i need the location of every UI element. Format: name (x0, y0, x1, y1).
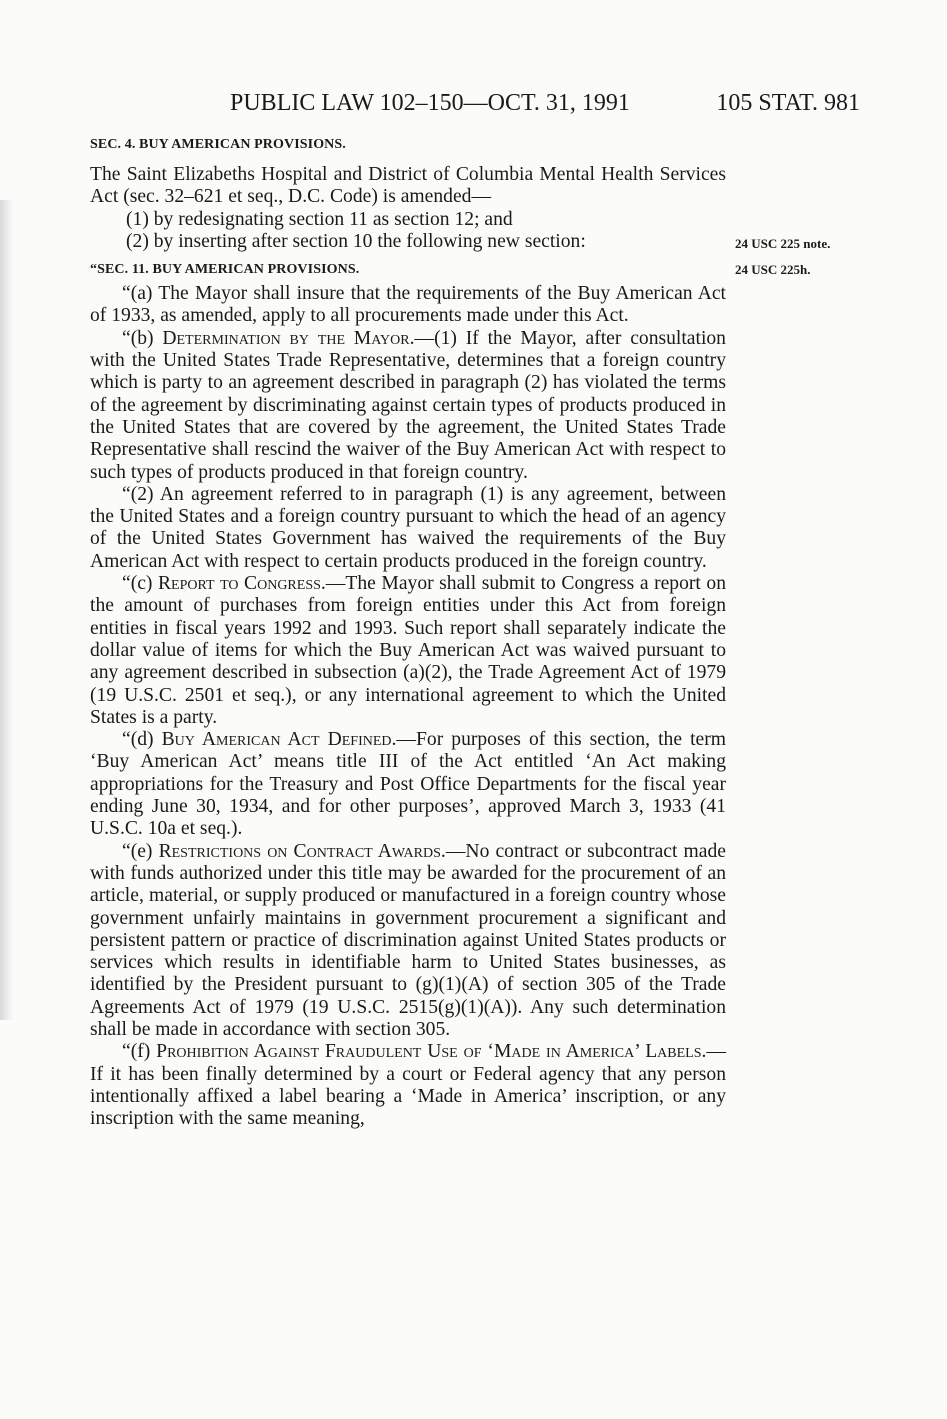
section-4-heading: SEC. 4. BUY AMERICAN PROVISIONS. (90, 137, 346, 152)
subsection-b (90, 328, 726, 484)
subsection-b-label: “(b) (122, 327, 163, 349)
subsection-d (90, 729, 726, 840)
subsection-f-label: “(f) (122, 1041, 157, 1063)
subsection-e-text: .—No contract or subcontract made with funds authorized under this title may be awarded for the procurement of an article, material, or supply produced or manufactured in a foreign country whose government unfairly maintains in government procurement a significant and persistent pattern or practice of discrimination against United States products or services which results in identifiable harm to United States businesses, as identified by the President pursuant to (g)(1)(A) of section 305 of the Trade Agreements Act of 1979 (19 U.S.C. 2515(g)(1)(A)). Any such determination shall be made in accordance with section 305. (90, 840, 726, 1040)
section-4-item-1: (1) by redesignating section 11 as section 12; and (126, 208, 513, 230)
subsection-d-label: “(d) (122, 729, 162, 751)
subsection-c (90, 573, 726, 729)
running-head: PUBLIC LAW 102–150—OCT. 31, 1991 (230, 90, 630, 116)
page-spine-shadow (0, 200, 14, 1020)
subsection-b-paragraph-2: “(2) An agreement referred to in paragraph (1) is any agreement, between the United States and a foreign country pursuant to which the head of an agency of the United States Government has waived the requirements of the Buy American Act with respect to certain products produced in the foreign country. (90, 483, 726, 572)
subsection-f-caption: Prohibition Against Fraudulent Use of ‘Made in America’ Labels (156, 1041, 702, 1063)
section-11-heading: “SEC. 11. BUY AMERICAN PROVISIONS. (90, 262, 360, 278)
subsection-b-caption: Determination by the Mayor (162, 327, 410, 349)
subsection-e (90, 841, 726, 1042)
page-header (230, 86, 860, 120)
subsection-e-caption: Restrictions on Contract Awards (158, 840, 441, 862)
subsection-c-label: “(c) (122, 573, 158, 595)
subsection-e-label: “(e) (122, 840, 159, 862)
subsection-d-text: .—For purposes of this section, the term ‘Buy American Act’ means title III of the Act entitled ‘An Act making appropriations for the Treasury and Post Office Departments for the fiscal year ending June 30, 1934, and for other purposes’, approved March 3, 1933 (41 U.S.C. 10a et seq.). (90, 729, 726, 840)
section-4-intro: The Saint Elizabeths Hospital and District of Columbia Mental Health Services Act (sec. 32–621 et seq., D.C. Code) is amended— (90, 164, 726, 208)
subsection-f-text: .—If it has been finally determined by a court or Federal agency that any person intentionally affixed a label bearing a ‘Made in America’ inscription, or any inscription with the same meaning, (90, 1041, 726, 1130)
subsection-f (90, 1041, 726, 1130)
subsection-d-caption: Buy American Act Defined (161, 729, 392, 751)
margin-note-usc-225-note: 24 USC 225 note. (735, 236, 831, 251)
subsection-a: “(a) The Mayor shall insure that the requirements of the Buy American Act of 1933, as amended, apply to all procurements made under this Act. (90, 283, 726, 327)
subsection-c-caption: Report to Congress (157, 573, 321, 595)
margin-note-usc-225h: 24 USC 225h. (735, 262, 811, 277)
section-4-item-2: (2) by inserting after section 10 the following new section: (126, 230, 586, 252)
document-body (90, 132, 726, 1130)
stat-page-number: 105 STAT. 981 (716, 90, 860, 116)
subsection-b-text: .—(1) If the Mayor, after consultation with the United States Trade Representative, determines that a foreign country which is party to an agreement described in paragraph (2) has violated the terms of the agreement by discriminating against certain types of products produced in the United States that are covered by the agreement, the United States Trade Representative shall rescind the waiver of the Buy American Act with respect to such types of products produced in that foreign country. (90, 327, 726, 483)
subsection-c-text: .—The Mayor shall submit to Congress a report on the amount of purchases from foreign entities under this Act from foreign entities in fiscal years 1992 and 1993. Such report shall separately indicate the dollar value of items for which the Buy American Act was waived pursuant to any agreement described in subsection (a)(2), the Trade Agreement Act of 1979 (19 U.S.C. 2501 et seq.), or any international agreement to which the United States is a party. (90, 573, 726, 728)
